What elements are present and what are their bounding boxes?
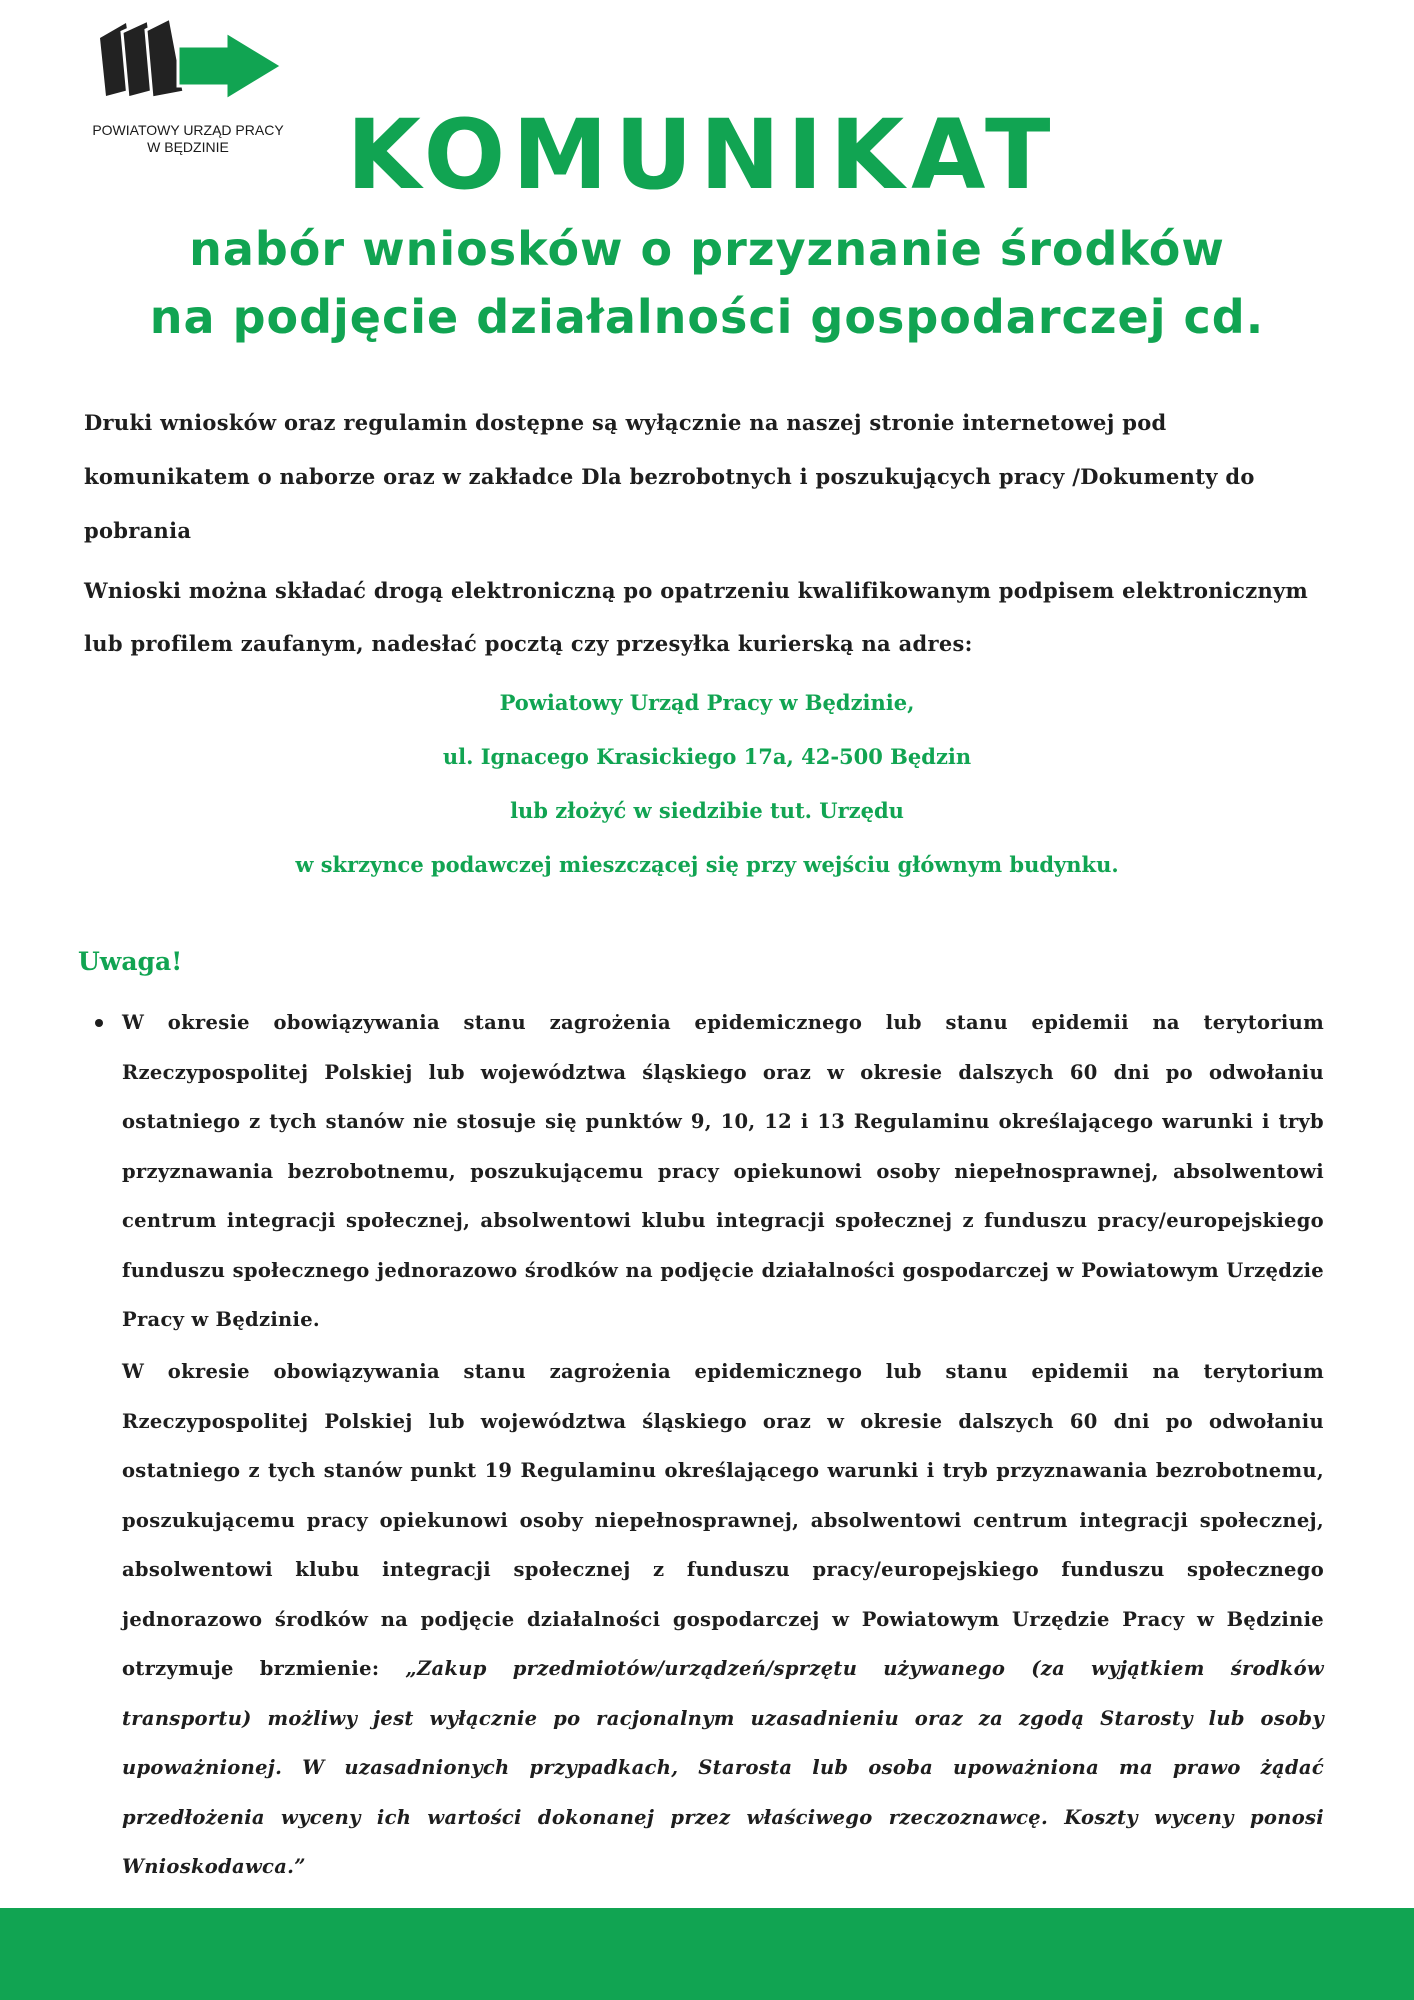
page-title: KOMUNIKAT bbox=[346, 99, 1058, 211]
address-line-4: w skrzynce podawczej mieszczącej się przy wejściu głównym budynku. bbox=[295, 852, 1119, 877]
footer-bar bbox=[0, 1908, 1414, 2000]
address-block bbox=[0, 676, 1414, 892]
address-line-1: Powiatowy Urząd Pracy w Będzinie, bbox=[499, 690, 915, 715]
notice-item-2 bbox=[122, 1347, 1324, 1892]
bullet-icon bbox=[95, 1019, 103, 1027]
headline bbox=[0, 100, 1414, 351]
notice-heading: Uwaga! bbox=[78, 947, 183, 976]
subtitle-line-2: na podjęcie działalności gospodarczej cd. bbox=[149, 290, 1265, 344]
notice-item-1: W okresie obowiązywania stanu zagrożenia epidemicznego lub stanu epidemii na terytorium Rzeczypospolitej Polskiej lub województwa śląskiego oraz w okresie dalszych 60 dni po odwołaniu ostatniego z tych stanów nie stosuje się punktów 9, 10, 12 i 13 Regulaminu określającego warunki i tryb przyznawania bezrobotnemu, poszukującemu pracy opiekunowi osoby niepełnosprawnej, absolwentowi centrum integracji społecznej, absolwentowi klubu integracji społecznej z funduszu pracy/europejskiego funduszu społecznego jednorazowo środków na podjęcie działalności gospodarczej w Powiatowym Urzędzie Pracy w Będzinie. bbox=[122, 1011, 1324, 1331]
address-line-3: lub złożyć w siedzibie tut. Urzędu bbox=[510, 798, 904, 823]
address-line-2: ul. Ignacego Krasickiego 17a, 42-500 Będzin bbox=[442, 744, 972, 769]
intro-paragraph-1: Druki wniosków oraz regulamin dostępne są wyłącznie na naszej stronie internetowej pod komunikatem o naborze oraz w zakładce Dla bezrobotnych i poszukujących pracy /Dokumenty do pobrania bbox=[84, 410, 1255, 543]
intro-paragraph-2: Wnioski można składać drogą elektroniczną po opatrzeniu kwalifikowanym podpisem elektronicznym lub profilem zaufanym, nadesłać pocztą czy przesyłka kurierską na adres: bbox=[84, 578, 1309, 656]
subtitle-line-1: nabór wniosków o przyznanie środków bbox=[189, 222, 1225, 276]
notice-item-2-quote: „Zakup przedmiotów/urządzeń/sprzętu używanego (za wyjątkiem środków transportu) możliwy jest wyłącznie po racjonalnym uzasadnieniu oraz za zgodą Starosty lub osoby upoważnionej. W uzasadnionych przypadkach, Starosta lub osoba upoważniona ma prawo żądać przedłożenia wyceny ich wartości dokonanej przez właściwego rzeczoznawcę. Koszty wyceny ponosi Wnioskodawca.” bbox=[122, 1657, 1325, 1878]
notice-item-2-text: W okresie obowiązywania stanu zagrożenia epidemicznego lub stanu epidemii na terytorium Rzeczypospolitej Polskiej lub województwa śląskiego oraz w okresie dalszych 60 dni po odwołaniu ostatniego z tych stanów punkt 19 Regulaminu określającego warunki i tryb przyznawania bezrobotnemu, poszukującemu pracy opiekunowi osoby niepełnosprawnej, absolwentowi centrum integracji społecznej, absolwentowi klubu integracji społecznej z funduszu pracy/europejskiego funduszu społecznego jednorazowo środków na podjęcie działalności gospodarczej w Powiatowym Urzędzie Pracy w Będzinie otrzymuje brzmienie: bbox=[122, 1360, 1324, 1680]
organization-name: POWIATOWY URZĄD PRACY W BĘDZINIE bbox=[92, 122, 284, 155]
